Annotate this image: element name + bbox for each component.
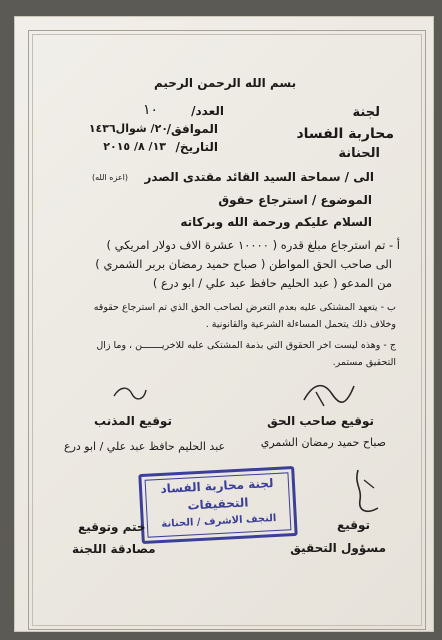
hijri-date: [78, 122, 218, 140]
committee-line3: الحنانة: [338, 146, 380, 161]
body-line-a1: أ - تم استرجاع مبلغ قدره ( ١٠٠٠٠ عشرة الاف دولار امريكي ): [106, 238, 400, 252]
addressee-honorific: (اعزه الله): [92, 173, 128, 182]
investigator-label1: توقيع: [337, 518, 370, 532]
date-value: ١٣/ ٨/ ٢٠١٥: [103, 140, 166, 153]
investigator-label2: مسؤول التحقيق: [290, 541, 386, 555]
owner-signature-label: توقيع صاحب الحق: [267, 414, 374, 428]
committee-line1: لجنة: [352, 105, 380, 120]
number-label: العدد/: [191, 104, 224, 118]
committee-sign-label2: مصادقة اللجنة: [72, 542, 156, 556]
basmala: بسم الله الرحمن الرحيم: [154, 76, 297, 90]
guilty-signature-label: توقيع المذنب: [94, 414, 172, 428]
guilty-signature: [110, 382, 150, 404]
body-line-b1: ب - يتعهد المشتكى عليه بعدم التعرض لصاحب الحق الذي تم استرجاع حقوقه: [93, 302, 396, 313]
committee-stamp: [138, 466, 297, 544]
subject-line: الموضوع / استرجاع حقوق: [218, 193, 372, 207]
stamp-line1: لجنة محاربة الفساد: [160, 476, 274, 496]
guilty-name: عبد الحليم حافظ عبد علي / ابو درع: [64, 440, 226, 453]
body-line-c1: ج - وهذه ليست اخر الحقوق التي بذمة المشتكى عليه للاخريـــــــن ، وما زال: [96, 340, 396, 351]
hijri-date-label: الموافق/: [166, 122, 218, 136]
owner-signature: [294, 372, 364, 412]
document-number: [94, 104, 224, 122]
gregorian-date: [68, 140, 218, 158]
body-line-a3: من المدعو ( عبد الحليم حافظ عبد علي / ابو درع ): [152, 276, 392, 290]
addressee-line: الى / سماحة السيد القائد مقتدى الصدر: [144, 170, 374, 184]
stamp-line3: النجف الاشرف / الحنانة: [161, 512, 277, 530]
stamp-line2: التحقيقات: [187, 495, 249, 513]
investigator-signature: [344, 464, 392, 522]
owner-name: صباح حميد رمضان الشمري: [260, 436, 386, 449]
hijri-date-value: ٢٠/ شوال١٤٣٦: [88, 122, 168, 135]
body-line-b2: وخلاف ذلك يتحمل المساءلة الشرعية والقانونية .: [205, 319, 396, 330]
number-value: ١٠: [142, 102, 158, 118]
committee-sign-label1: ختم وتوقيع: [78, 520, 146, 534]
date-label: التاريخ/: [175, 140, 218, 154]
body-line-a2: الى صاحب الحق المواطن ( صباح حميد رمضان بربر الشمري ): [95, 257, 392, 271]
document-page: [14, 16, 434, 632]
committee-line2: محاربة الفساد: [296, 126, 394, 142]
greeting-line: السلام عليكم ورحمة الله وبركاته: [180, 215, 372, 229]
body-line-c2: التحقيق مستمر.: [332, 357, 396, 368]
